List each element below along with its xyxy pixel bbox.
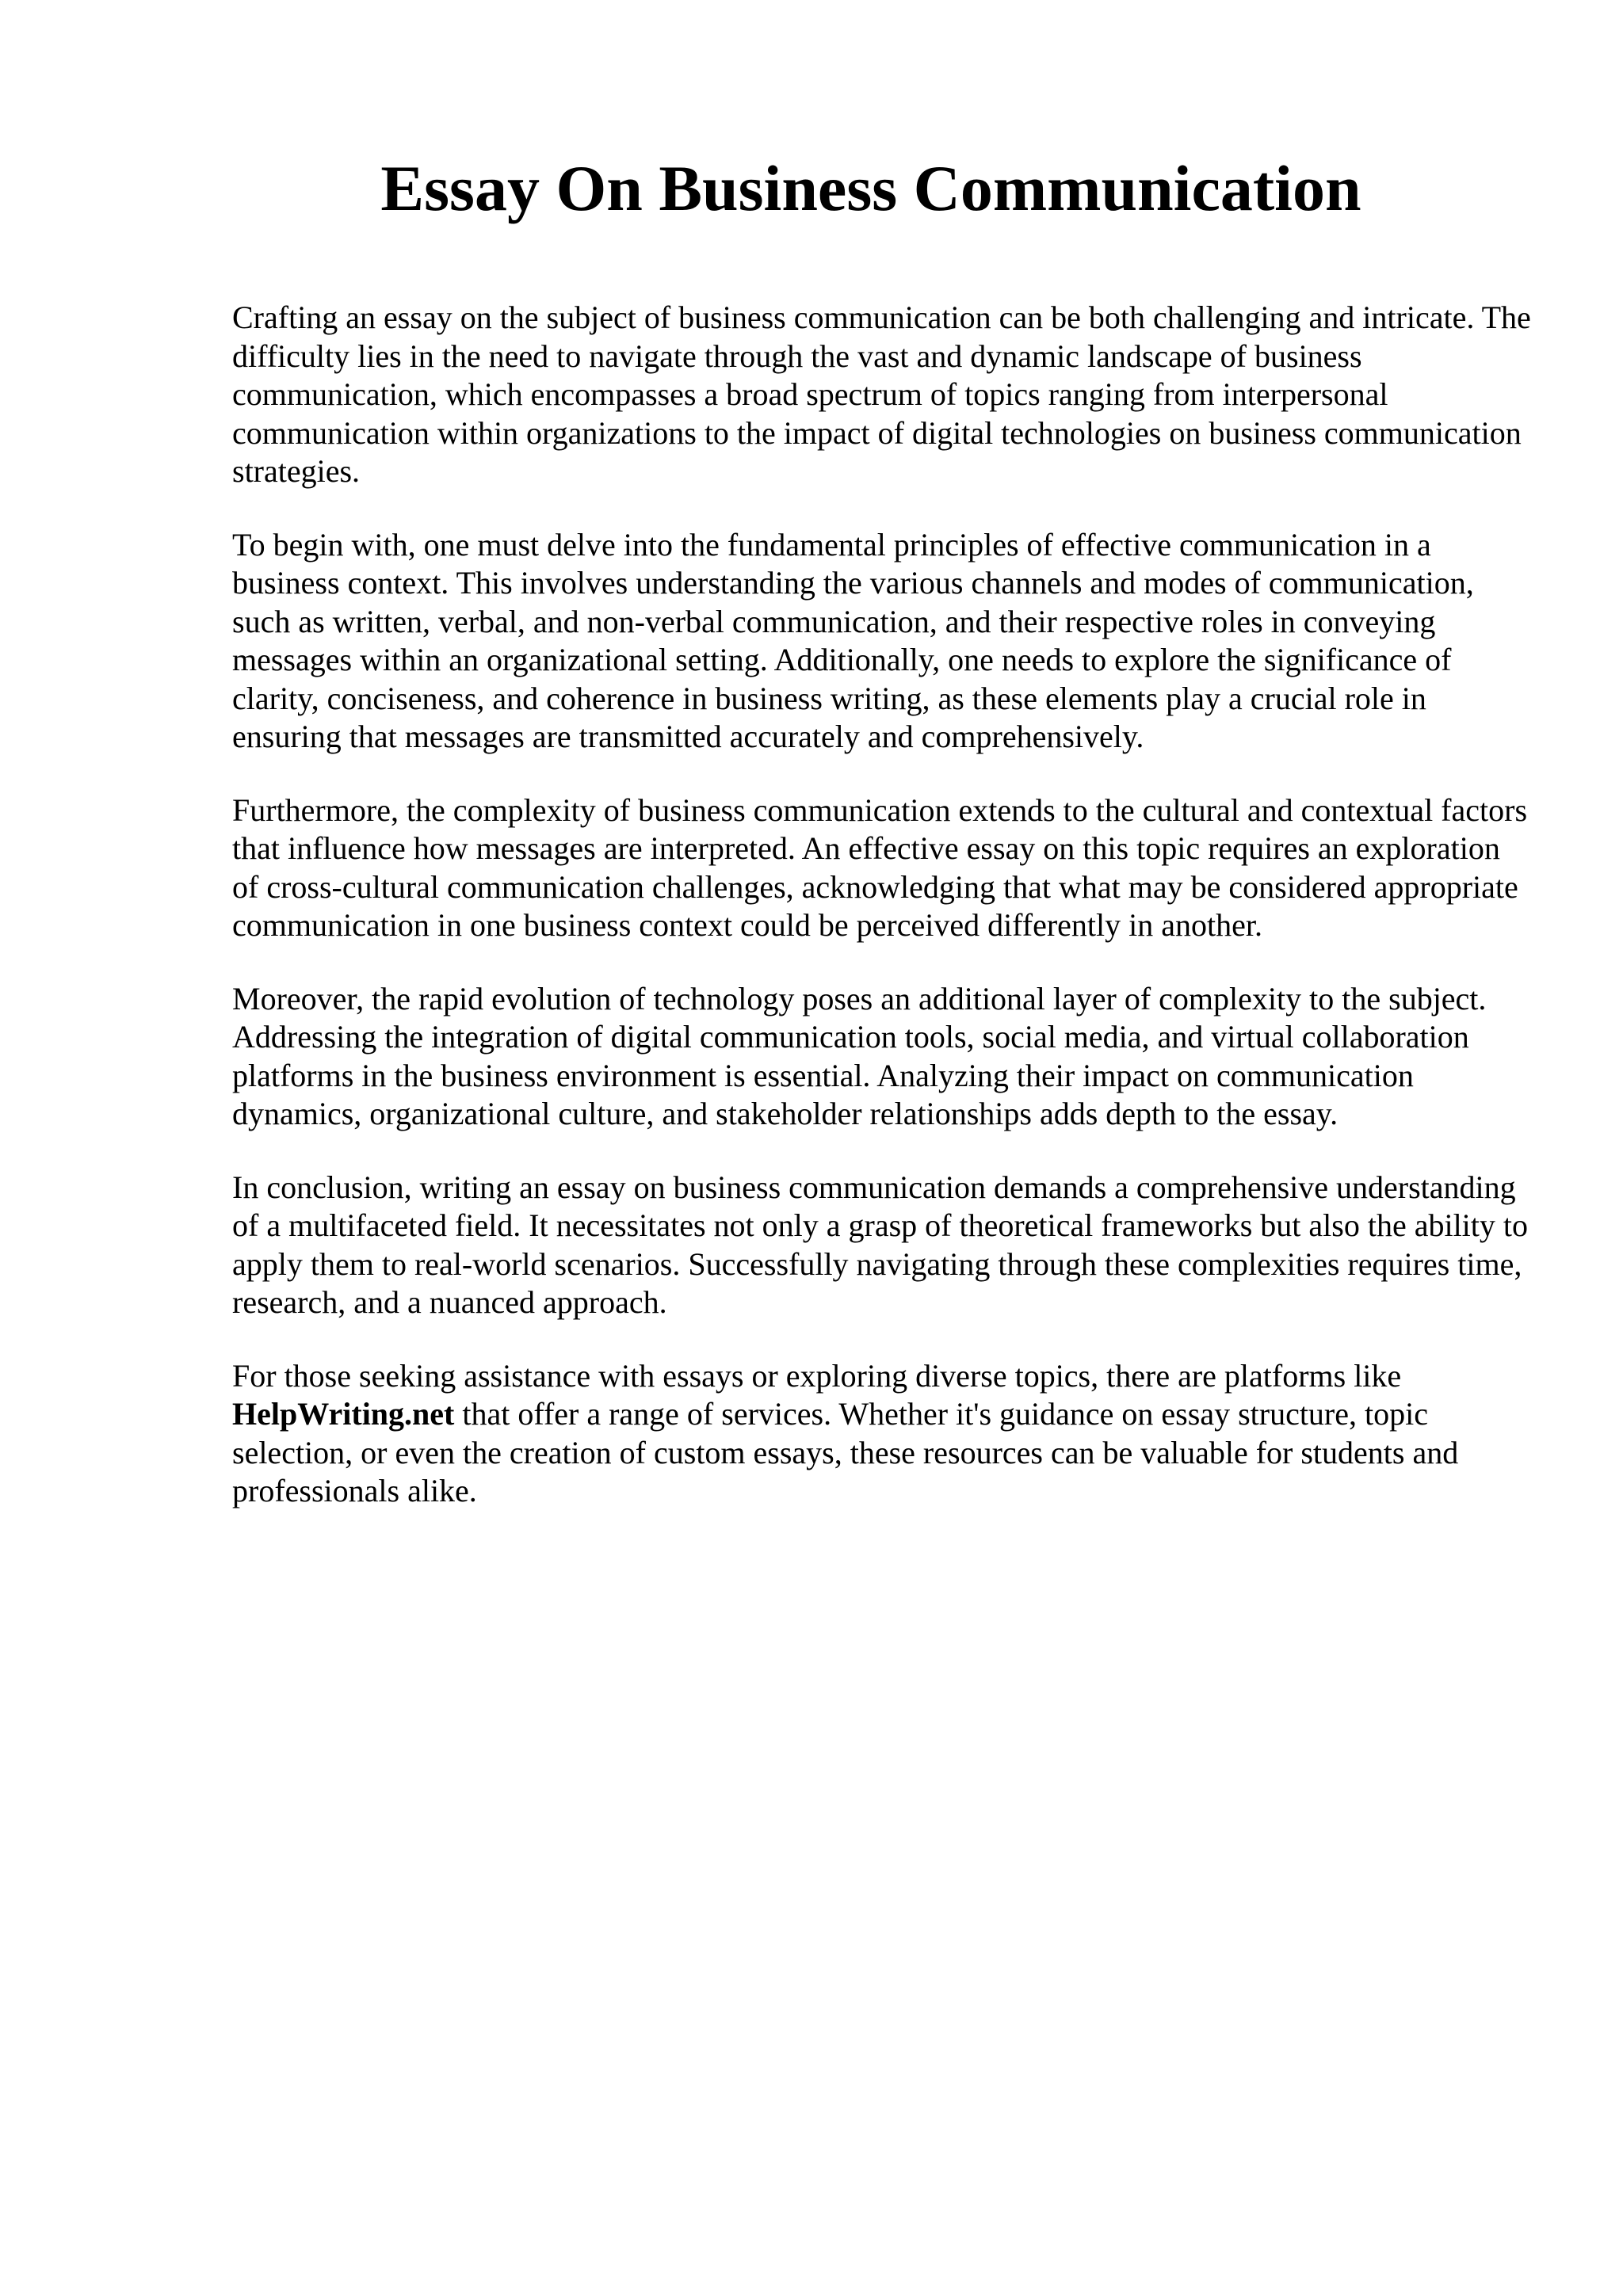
paragraph-6 bbox=[232, 1357, 1532, 1511]
paragraph-6-lead: For those seeking assistance with essays or exploring diverse topics, there are platforms like bbox=[232, 1357, 1402, 1394]
paragraph-4: Moreover, the rapid evolution of technology poses an additional layer of complexity to the subject. Addressing the integration of digital communication tools, social media, and virtual collaboration platforms in the business environment is essential. Analyzing their impact on communication dynamics, organizational culture, and stakeholder relationships adds depth to the essay. bbox=[232, 980, 1487, 1131]
paragraph-5: In conclusion, writing an essay on business communication demands a comprehensive understanding of a multifaceted field. It necessitates not only a grasp of theoretical frameworks but also the ability to apply them to real-world scenarios. Successfully navigating through these complexities requires time, research, and a nuanced approach. bbox=[232, 1169, 1529, 1320]
document-title: Essay On Business Communication bbox=[380, 152, 1361, 224]
paragraph-2: To begin with, one must delve into the fundamental principles of effective communication in a business context. This involves understanding the various channels and modes of communication, such as written, verbal, and non-verbal communication, and their respective roles in conveying messages within an organizational setting. Additionally, one needs to explore the significance of clarity, conciseness, and coherence in business writing, as these elements play a crucial role in ensuring that messages are transmitted accurately and comprehensively. bbox=[232, 526, 1474, 754]
paragraph-6-tail: that offer a range of services. Whether it's guidance on essay structure, topic selection, or even the creation of custom essays, these resources can be valuable for students and professionals alike. bbox=[232, 1396, 1459, 1508]
document-body bbox=[232, 299, 1532, 1546]
helpwriting-link[interactable]: HelpWriting.net bbox=[232, 1396, 455, 1432]
paragraph-1: Crafting an essay on the subject of business communication can be both challenging and intricate. The difficulty lies in the need to navigate through the vast and dynamic landscape of business communication, which encompasses a broad spectrum of topics ranging from interpersonal communication within organizations to the impact of digital technologies on business communication strategies. bbox=[232, 299, 1531, 489]
paragraph-3: Furthermore, the complexity of business communication extends to the cultural and contextual factors that influence how messages are interpreted. An effective essay on this topic requires an exploration of cross-cultural communication challenges, acknowledging that what may be considered appropriate communication in one business context could be perceived differently in another. bbox=[232, 791, 1528, 943]
